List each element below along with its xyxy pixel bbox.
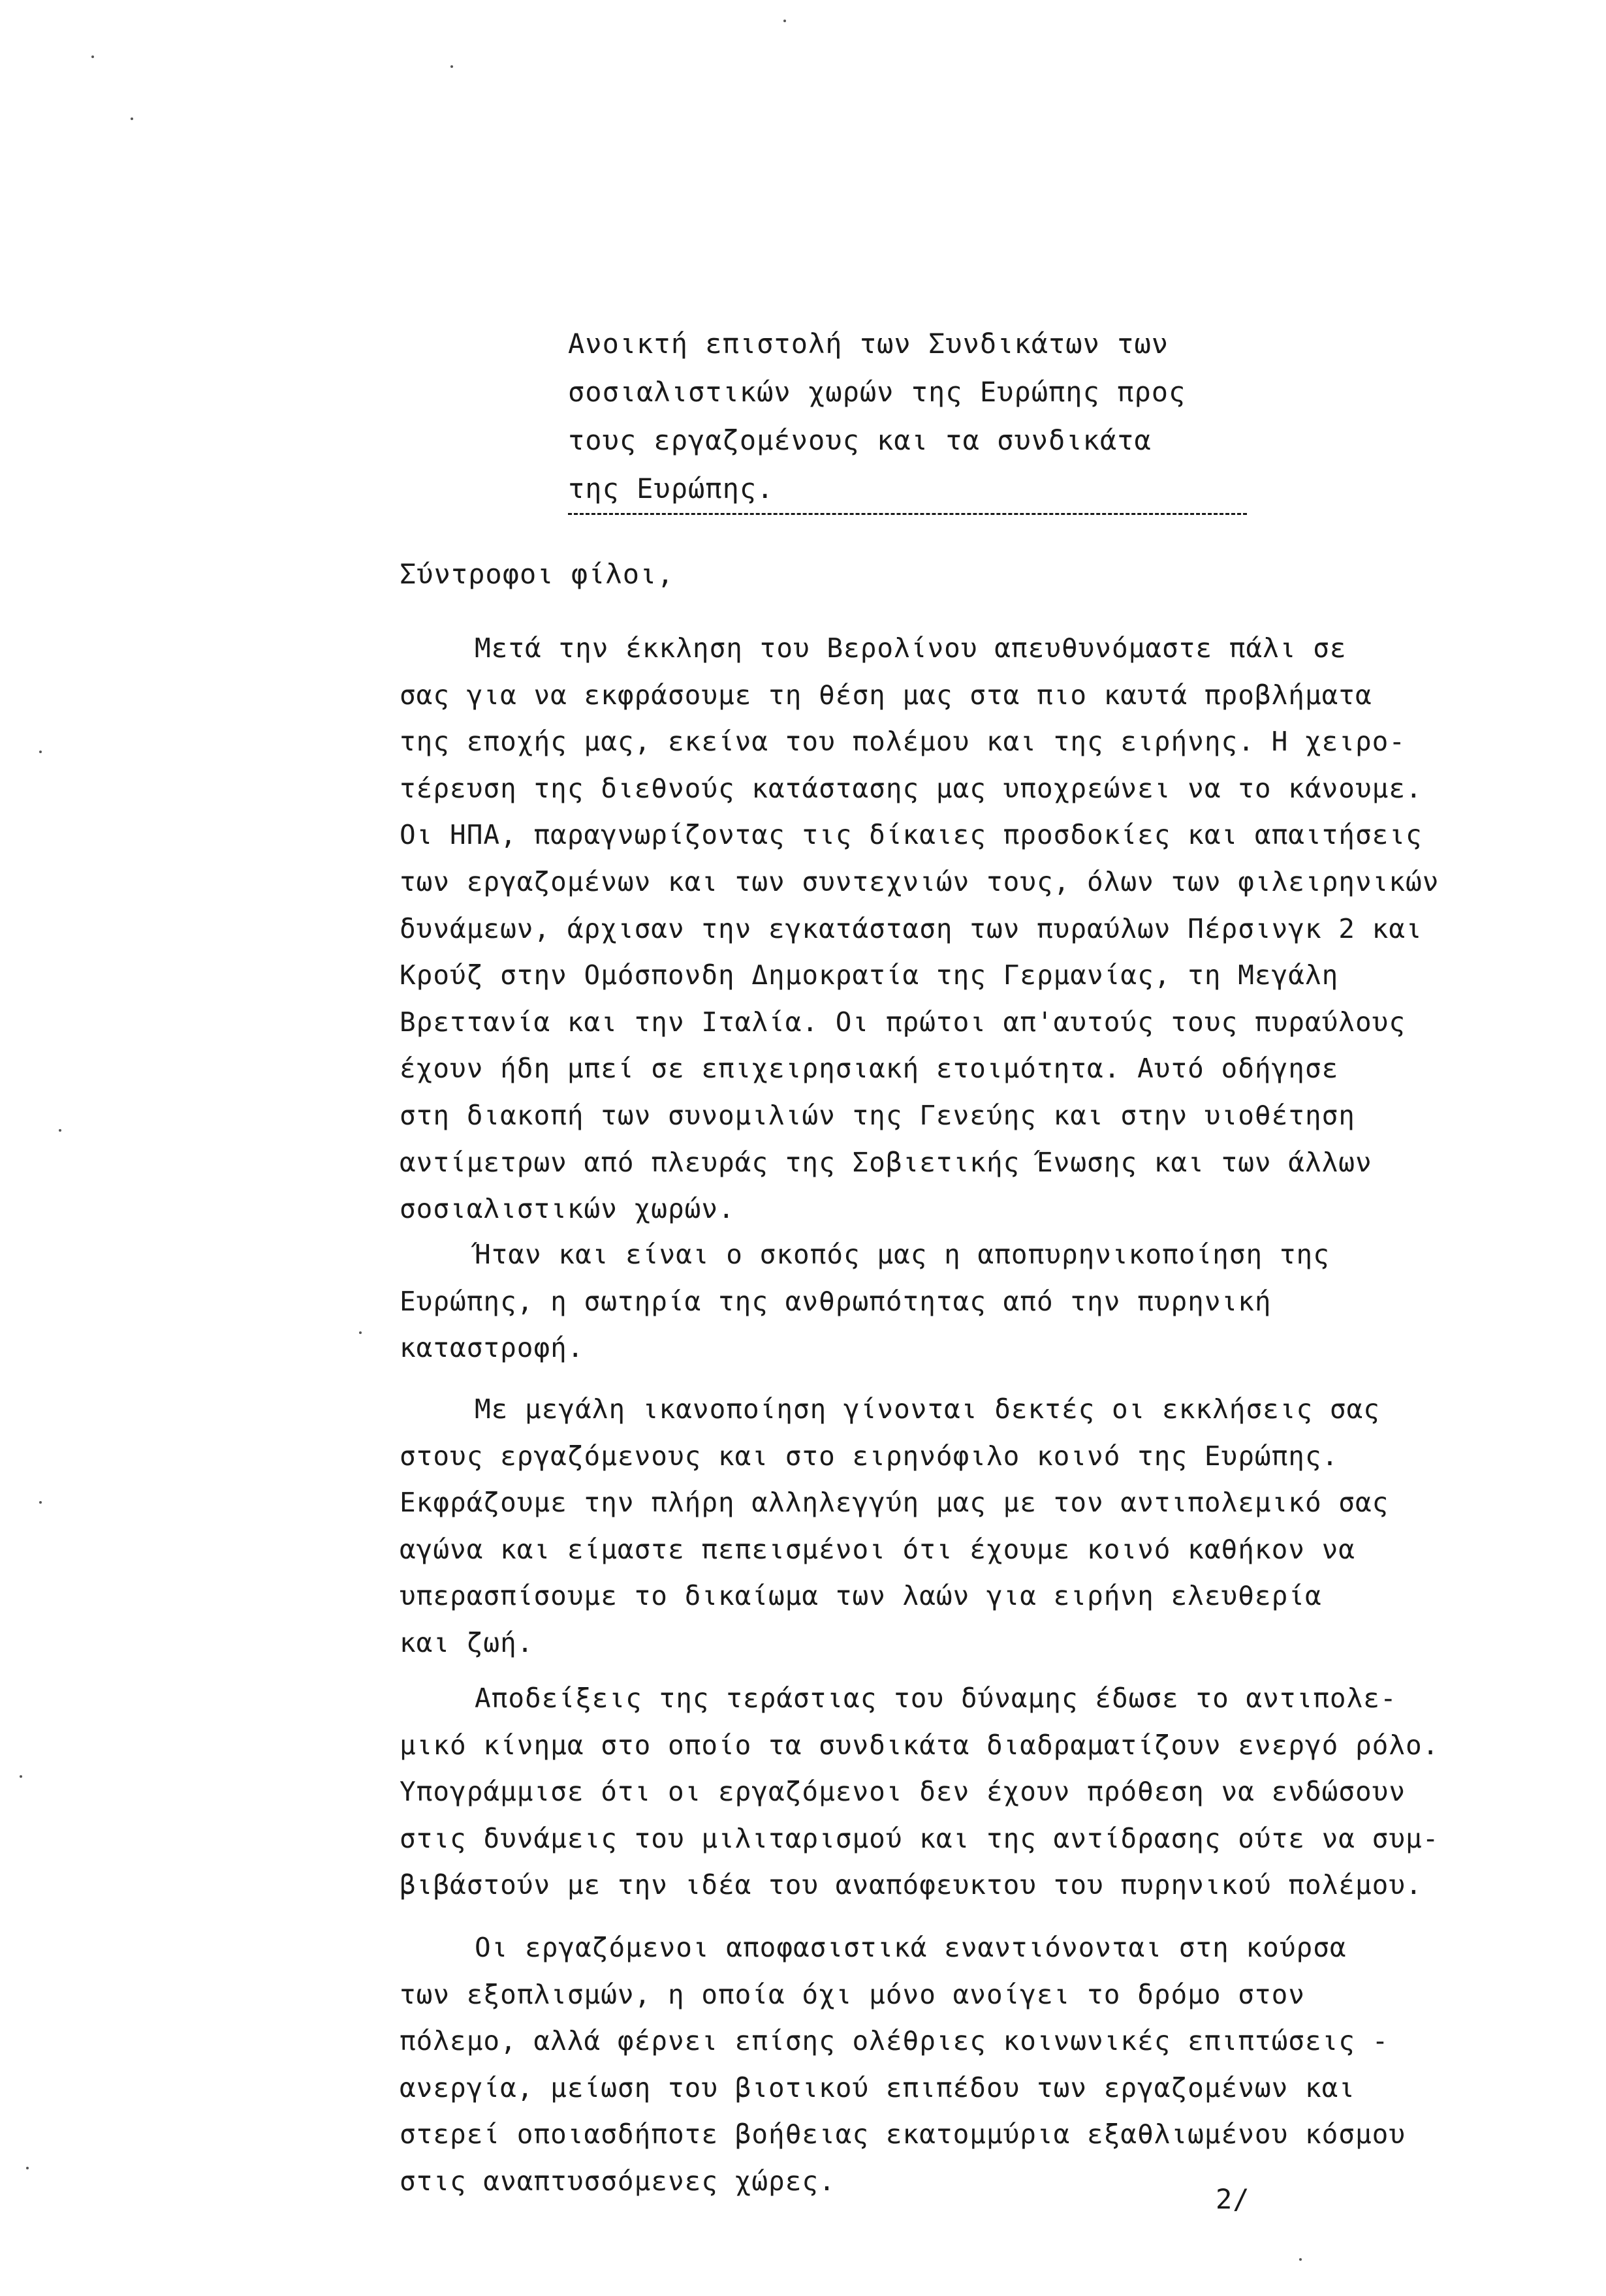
scan-speck bbox=[131, 117, 133, 120]
scan-speck bbox=[26, 2167, 29, 2169]
text-line: αντίμετρων από πλευράς της Σοβιετικής Ένωσης και των άλλων bbox=[400, 1146, 1372, 1178]
paragraph-1 bbox=[400, 625, 1522, 1233]
text-line: σας για να εκφράσουμε τη θέση μας στα πιο καυτά προβλήματα bbox=[400, 679, 1372, 711]
text-line: πόλεμο, αλλά φέρνει επίσης ολέθριες κοινωνικές επιπτώσεις - bbox=[400, 2025, 1389, 2057]
paragraph-3 bbox=[400, 1386, 1522, 1667]
page-number: 2/ bbox=[1216, 2183, 1250, 2215]
text-line: Ευρώπης, η σωτηρία της ανθρωπότητας από την πυρηνική bbox=[400, 1285, 1272, 1317]
salutation: Σύντροφοι φίλοι, bbox=[400, 558, 674, 590]
text-line: δυνάμεων, άρχισαν την εγκατάσταση των πυραύλων Πέρσινγκ 2 και bbox=[400, 912, 1423, 944]
text-line: στη διακοπή των συνομιλιών της Γενεύης και στην υιοθέτηση bbox=[400, 1099, 1355, 1131]
text-line: αγώνα και είμαστε πεπεισμένοι ότι έχουμε κοινό καθήκον να bbox=[400, 1533, 1355, 1565]
scan-speck bbox=[783, 20, 786, 22]
text-line: των εξοπλισμών, η οποία όχι μόνο ανοίγει το δρόμο στον bbox=[400, 1978, 1305, 2010]
text-line: Εκφράζουμε την πλήρη αλληλεγγύη μας με τον αντιπολεμικό σας bbox=[400, 1487, 1389, 1519]
text-line: καταστροφή. bbox=[400, 1332, 584, 1364]
text-line: μικό κίνημα στο οποίο τα συνδικάτα διαδραματίζουν ενεργό ρόλο. bbox=[400, 1729, 1440, 1761]
text-line: Κρούζ στην Ομόσπονδη Δημοκρατία της Γερμανίας, τη Μεγάλη bbox=[400, 959, 1339, 991]
text-line: Οι ΗΠΑ, παραγνωρίζοντας τις δίκαιες προσδοκίες και απαιτήσεις bbox=[400, 819, 1423, 851]
text-line: στις δυνάμεις του μιλιταρισμού και της αντίδρασης ούτε να συμ- bbox=[400, 1822, 1440, 1854]
scan-speck bbox=[1299, 2258, 1302, 2261]
text-line: Μετά την έκκληση του Βερολίνου απευθυνόμαστε πάλι σε bbox=[475, 632, 1347, 664]
text-line: στους εργαζόμενους και στο ειρηνόφιλο κοινό της Ευρώπης. bbox=[400, 1440, 1339, 1472]
title-line-2: σοσιαλιστικών χωρών της Ευρώπης προς bbox=[568, 376, 1186, 408]
text-line: και ζωή. bbox=[400, 1626, 534, 1658]
text-line: σοσιαλιστικών χωρών. bbox=[400, 1193, 735, 1225]
scan-speck bbox=[39, 1501, 42, 1504]
text-line: Αποδείξεις της τεράστιας του δύναμης έδωσε το αντιπολε- bbox=[475, 1683, 1397, 1714]
text-line: Βρεττανία και την Ιταλία. Οι πρώτοι απ'αυτούς τους πυραύλους bbox=[400, 1006, 1406, 1038]
text-line: Με μεγάλη ικανοποίηση γίνονται δεκτές οι εκκλήσεις σας bbox=[475, 1393, 1380, 1425]
text-line: των εργαζομένων και των συντεχνιών τους, όλων των φιλειρηνικών bbox=[400, 865, 1440, 897]
title-line-4: της Ευρώπης. bbox=[568, 465, 1247, 515]
text-line: Οι εργαζόμενοι αποφασιστικά εναντιόνονται στη κούρσα bbox=[475, 1932, 1347, 1963]
scan-speck bbox=[59, 1129, 61, 1132]
title-line-3: τους εργαζομένους και τα συνδικάτα bbox=[568, 424, 1152, 456]
paragraph-2 bbox=[400, 1232, 1522, 1372]
scan-speck bbox=[91, 55, 94, 58]
text-line: υπερασπίσουμε το δικαίωμα των λαών για ειρήνη ελευθερία bbox=[400, 1580, 1322, 1612]
text-line: Υπογράμμισε ότι οι εργαζόμενοι δεν έχουν πρόθεση να ενδώσουν bbox=[400, 1776, 1406, 1808]
text-line: ανεργία, μείωση του βιοτικού επιπέδου των εργαζομένων και bbox=[400, 2071, 1355, 2103]
text-line: στις αναπτυσσόμενες χώρες. bbox=[400, 2165, 836, 2197]
paragraph-5 bbox=[400, 1925, 1522, 2205]
scan-speck bbox=[359, 1331, 362, 1334]
letter-title bbox=[568, 320, 1247, 515]
scan-speck bbox=[450, 65, 453, 68]
text-line: Ήταν και είναι ο σκοπός μας η αποπυρηνικοποίηση της bbox=[475, 1239, 1330, 1270]
scan-speck bbox=[20, 1775, 22, 1778]
text-line: στερεί οποιασδήποτε βοήθειας εκατομμύρια εξαθλιωμένου κόσμου bbox=[400, 2118, 1406, 2150]
scan-speck bbox=[39, 751, 42, 753]
text-line: της εποχής μας, εκείνα του πολέμου και της ειρήνης. Η χειρο- bbox=[400, 726, 1406, 758]
text-line: τέρευση της διεθνούς κατάστασης μας υποχρεώνει να το κάνουμε. bbox=[400, 772, 1423, 804]
text-line: βιβάστούν με την ιδέα του αναπόφευκτου του πυρηνικού πολέμου. bbox=[400, 1869, 1423, 1901]
paragraph-4 bbox=[400, 1675, 1522, 1909]
title-line-1: Ανοικτή επιστολή των Συνδικάτων των bbox=[568, 328, 1169, 360]
text-line: έχουν ήδη μπεί σε επιχειρησιακή ετοιμότητα. Αυτό οδήγησε bbox=[400, 1053, 1339, 1085]
